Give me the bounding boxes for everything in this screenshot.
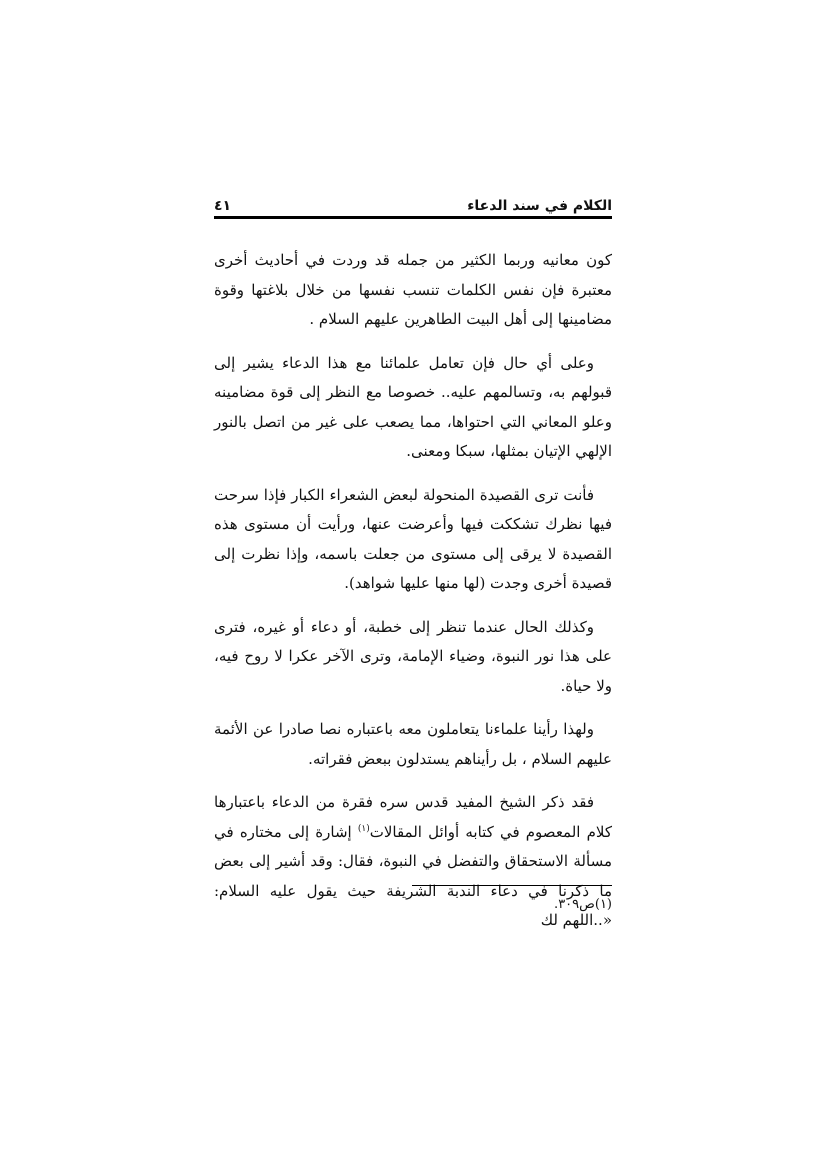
main-text [214,246,612,950]
footnote-reference[interactable]: (١) [357,823,370,834]
paragraph: كون معانيه وربما الكثير من جمله قد وردت في أحاديث أخرى معتبرة فإن نفس الكلمات تنسب نفسها من خلال بلاغتها وقوة مضامينها إلى أهل البيت الطاهرين عليهم السلام . [214,251,612,328]
paragraph-last [214,788,612,936]
paragraph: وعلى أي حال فإن تعامل علمائنا مع هذا الدعاء يشير إلى قبولهم به، وتسالمهم عليه.. خصوصا مع النظر إلى قوة مضامينه وعلو المعاني التي احتواها، مما يصعب على غير من اتصل بالنور الإلهي الإتيان بمثلها، سبكا ومعنى. [214,353,612,460]
paragraph: فأنت ترى القصيدة المنحولة لبعض الشعراء الكبار فإذا سرحت فيها نظرك تشككت فيها وأعرضت عنها، ورأيت أن مستوى هذه القصيدة لا يرقى إلى مستوى من جعلت باسمه، وإذا نظرت إلى قصيدة أخرى وجدت (لها منها عليها شواهد). [214,485,612,592]
header-title: الكلام في سند الدعاء [467,198,612,214]
paragraph-text: فقد ذكر الشيخ المفيد قدس سره فقرة من الدعاء باعتبارها كلام المعصوم في كتابه أوائل المقالات [214,793,612,841]
book-page [214,0,612,1169]
running-header [214,188,612,219]
paragraph: ولهذا رأينا علماءنا يتعاملون معه باعتباره نصا صادرا عن الأئمة عليهم السلام ، بل رأيناهم يستدلون ببعض فقراته. [214,720,612,768]
footnote: (١)ص٣٠٩. [554,897,612,912]
paragraph: وكذلك الحال عندما تنظر إلى خطبة، أو دعاء أو غيره، فترى على هذا نور النبوة، وضياء الإمامة، وترى الآخر عكرا لا روح فيه، ولا حياة. [214,617,612,695]
footnote-separator [412,885,612,886]
paragraph-text: إشارة إلى مختاره في مسألة الاستحقاق والتفضل في النبوة، فقال: وقد أشير إلى بعض ما ذكرنا في دعاء الندبة الشريفة حيث يقول عليه السلام: «..اللهم لك [214,822,612,929]
page-number: ٤١ [214,198,232,214]
